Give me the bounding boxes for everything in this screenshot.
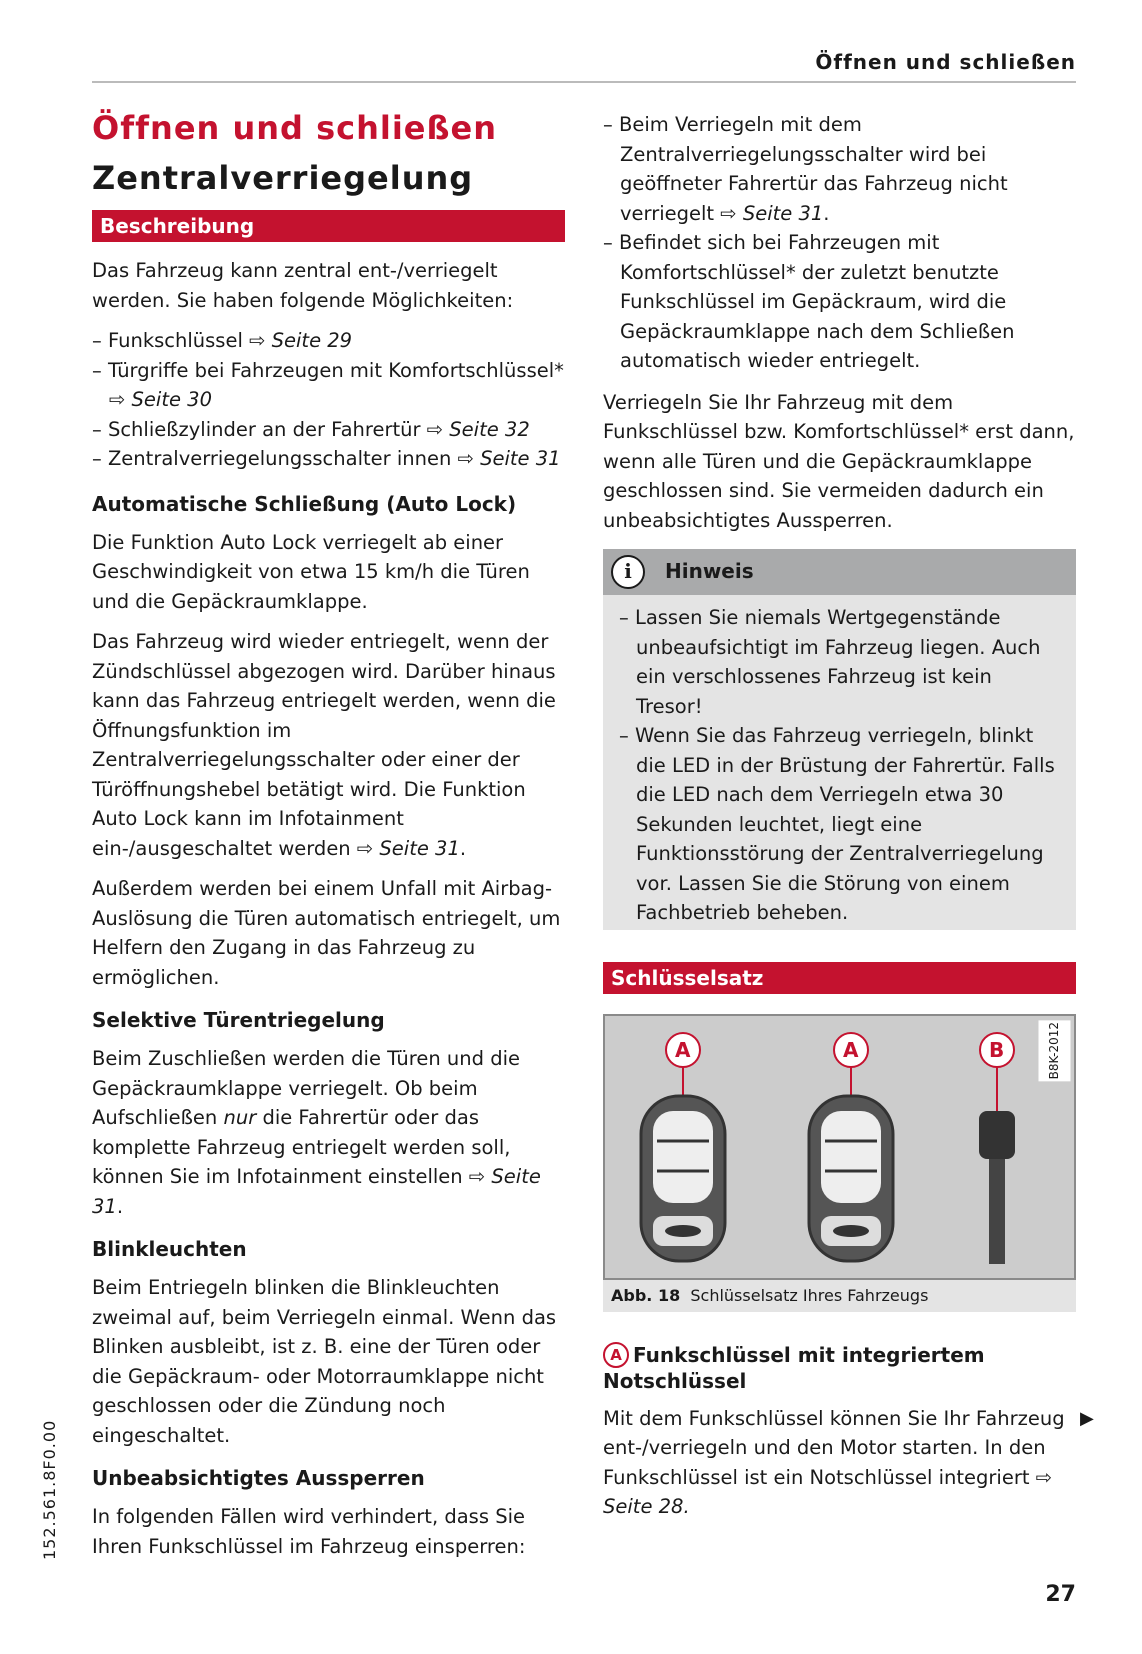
paragraph: Beim Entriegeln blinken die Blinkleuchten zweimal auf, beim Verriegeln einmal. Wenn das Blinken ausbleibt, ist z. B. eine der Türen oder die Gepäckraum- oder Motorraumklappe nicht geschlossen oder die Zündung noch eingeschaltet. xyxy=(92,1276,557,1447)
paragraph: Die Funktion Auto Lock verriegelt ab einer Geschwindigkeit von etwa 15 km/h die Türen und die Gepäckraumklappe. xyxy=(92,530,530,613)
page-ref-link[interactable]: ⇨ Seite 28. xyxy=(603,1466,1052,1519)
item-text: Zentralverriegelungsschalter innen xyxy=(107,447,452,470)
figure-caption xyxy=(603,1280,1076,1312)
paragraph: In folgenden Fällen wird verhindert, dass Sie Ihren Funkschlüssel im Fahrzeug einsperren: xyxy=(92,1505,526,1558)
page-ref-link[interactable]: ⇨ Seite 31 xyxy=(357,837,460,860)
info-icon: i xyxy=(611,555,645,589)
running-header: Öffnen und schließen xyxy=(815,50,1076,74)
list-item xyxy=(92,356,565,415)
heading-text: Funkschlüssel mit integriertem Notschlüssel xyxy=(603,1342,985,1393)
section-bar-schluesselsatz: Schlüsselsatz xyxy=(603,962,1076,994)
note-item: – Lassen Sie niemals Wertgegenstände unbeaufsichtigt im Fahrzeug liegen. Auch ein verschlossenes Fahrzeug ist kein Tresor! xyxy=(619,603,1060,721)
continue-arrow-icon: ▶ xyxy=(1080,1408,1094,1429)
item-text: Funkschlüssel xyxy=(107,329,243,352)
note-item: – Wenn Sie das Fahrzeug verriegeln, blinkt die LED in der Brüstung der Fahrertür. Falls die LED nach dem Verriegeln etwa 30 Sekunden leuchtet, liegt eine Funktionsstörung der Zentralverriegelung vor. Lassen Sie die Störung von einem Fachbetrieb beheben. xyxy=(619,721,1060,928)
figure-label-a1: A xyxy=(675,1037,691,1062)
section-bar-beschreibung: Beschreibung xyxy=(92,210,565,242)
remote-key-icon xyxy=(641,1033,725,1261)
item-text: Beim Verriegeln mit dem Zentralverriegelungsschalter wird bei geöffneter Fahrertür das Fahrzeug nicht verriegelt xyxy=(618,113,1008,225)
header-rule xyxy=(92,81,1076,83)
emergency-key-icon xyxy=(979,1033,1015,1264)
page-ref-link[interactable]: ⇨ Seite 32 xyxy=(427,418,530,441)
chapter-title: Öffnen und schließen xyxy=(92,109,497,147)
document-code: 152.561.8F0.00 xyxy=(40,1419,59,1560)
paragraph-text: Mit dem Funkschlüssel können Sie Ihr Fahrzeug ent-/verriegeln und den Motor starten. In den Funkschlüssel ist ein Notschlüssel integriert xyxy=(603,1406,1065,1489)
page-ref-link[interactable]: ⇨ Seite 30 xyxy=(109,388,212,411)
key-set-figure xyxy=(603,1014,1076,1280)
page-ref-link[interactable]: ⇨ Seite 31 xyxy=(458,447,561,470)
options-list xyxy=(92,326,565,474)
paragraph: Außerdem werden bei einem Unfall mit Airbag-Auslösung die Türen automatisch entriegelt, um Helfern den Zugang in das Fahrzeug zu ermöglichen. xyxy=(92,877,561,989)
intro-paragraph: Das Fahrzeug kann zentral ent-/verriegelt werden. Sie haben folgende Möglichkeiten: xyxy=(92,259,514,312)
paragraph-text: die Fahrertür oder das komplette Fahrzeug entriegelt werden soll, können Sie im Infotainment einstellen xyxy=(92,1106,511,1188)
note-title: Hinweis xyxy=(665,559,754,584)
page-ref-link[interactable]: ⇨ Seite 31 xyxy=(92,1165,541,1218)
paragraph xyxy=(603,1404,1076,1522)
note-header xyxy=(603,549,1076,595)
paragraph: Beim Zuschließen werden die Türen und die Gepäckraumklappe verriegelt. Ob beim Aufschließen nur die Fahrertür oder das komplette Fahrzeug entriegelt werden soll, können Sie im Infotainment einstellen ⇨ Seite 31. xyxy=(92,1044,565,1221)
figure-label-b: B xyxy=(989,1037,1005,1062)
list-item xyxy=(92,415,565,445)
paragraph: Verriegeln Sie Ihr Fahrzeug mit dem Funkschlüssel bzw. Komfortschlüssel* erst dann, wenn alle Türen und die Gepäckraumklappe geschlossen sind. Sie vermeiden dadurch ein unbeabsichtigtes Aussperren. xyxy=(603,390,1075,532)
note-box xyxy=(603,549,1076,930)
note-list xyxy=(603,595,1076,930)
heading-selektiv: Selektive Türentriegelung xyxy=(92,1008,385,1032)
item-text: Türgriffe bei Fahrzeugen mit Komfortschlüssel* xyxy=(107,358,564,382)
list-item xyxy=(92,326,565,356)
page-number: 27 xyxy=(1045,1582,1076,1607)
list-item: – Befindet sich bei Fahrzeugen mit Komfortschlüssel* der zuletzt benutzte Funkschlüssel im Gepäckraum, wird die Gepäckraumklappe nach dem Schließen automatisch wieder entriegelt. xyxy=(603,228,1076,376)
marker-a-icon: A xyxy=(603,1342,629,1368)
item-text: Schließzylinder an der Fahrertür xyxy=(107,417,421,441)
page-ref-link[interactable]: ⇨ Seite 31 xyxy=(720,202,823,225)
aussperren-list xyxy=(603,110,1076,376)
paragraph-text: Beim Zuschließen werden die Türen und die Gepäckraumklappe verriegelt. Ob beim Aufschließen xyxy=(92,1047,520,1129)
right-column xyxy=(603,110,1076,1533)
remote-key-icon xyxy=(809,1033,893,1261)
emphasis: nur xyxy=(223,1106,257,1129)
caption-number: Abb. 18 xyxy=(611,1285,681,1305)
paragraph: Das Fahrzeug wird wieder entriegelt, wenn der Zündschlüssel abgezogen wird. Darüber hinaus kann das Fahrzeug entriegelt werden, wenn die Öffnungsfunktion im Zentralverriegelungsschalter oder einer der Türöffnungshebel betätigt wird. Die Funktion Auto Lock kann im Infotainment ein-/ausgeschaltet werden ⇨ Seite 31. xyxy=(92,627,565,863)
paragraph-text: Das Fahrzeug wird wieder entriegelt, wenn der Zündschlüssel abgezogen wird. Darüber hinaus kann das Fahrzeug entriegelt werden, wenn die Öffnungsfunktion im Zentralverriegelungsschalter oder einer der Türöffnungshebel betätigt wird. Die Funktion Auto Lock kann im Infotainment ein-/ausgeschaltet werden xyxy=(92,630,556,860)
list-item xyxy=(92,444,565,474)
heading-blinkleuchten: Blinkleuchten xyxy=(92,1237,247,1261)
caption-text: Schlüsselsatz Ihres Fahrzeugs xyxy=(690,1285,929,1305)
heading-aussperren: Unbeabsichtigtes Aussperren xyxy=(92,1466,425,1490)
list-item: – Beim Verriegeln mit dem Zentralverriegelungsschalter wird bei geöffneter Fahrertür das Fahrzeug nicht verriegelt ⇨ Seite 31. xyxy=(603,110,1076,228)
left-column xyxy=(92,108,565,1572)
section-title: Zentralverriegelung xyxy=(92,159,474,197)
heading-funkschluessel xyxy=(603,1342,1076,1394)
figure-code: B8K-2012 xyxy=(1039,1020,1071,1081)
page-ref-link[interactable]: ⇨ Seite 29 xyxy=(249,329,352,352)
figure-label-a2: A xyxy=(843,1037,859,1062)
heading-auto-lock: Automatische Schließung (Auto Lock) xyxy=(92,491,517,516)
